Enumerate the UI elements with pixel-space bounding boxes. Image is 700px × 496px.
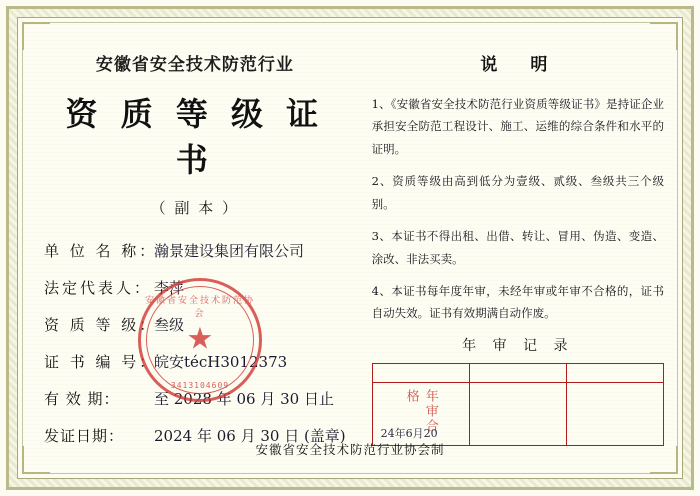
annual-review-cell [469, 382, 566, 445]
field-value-certificate-number: 皖安técH3012373 [154, 353, 288, 371]
field-row-validity [44, 388, 346, 409]
footer-wrap [30, 440, 670, 460]
field-value-company: 瀚景建设集团有限公司 [154, 242, 305, 260]
field-label-company: 单 位 名 称： [44, 242, 158, 260]
certificate-columns [30, 30, 670, 466]
table-row [372, 382, 663, 445]
certificate-fields [44, 240, 346, 446]
field-label-certificate-number: 证 书 编 号： [44, 353, 158, 371]
annual-review-date: 24年6月20 [380, 426, 438, 440]
star-icon: ★ [186, 321, 214, 357]
certificate-title: 资 质 等 级 证 书 [65, 95, 325, 179]
field-label-issue-date: 发证日期： [44, 427, 125, 445]
certificate-right-panel [356, 30, 670, 466]
field-value-legal-representative: 李萍 [154, 279, 185, 297]
table-header-cell [566, 363, 663, 382]
field-value-qualification-level: 叁级 [154, 316, 185, 334]
official-seal-top-text: 安徽省安全技术防范协会 [144, 296, 255, 319]
field-row-legal-representative [44, 277, 346, 298]
table-header-row [372, 363, 663, 382]
field-row-certificate-number [44, 351, 346, 372]
certificate-content [30, 30, 670, 466]
notes-title: 说 明 [480, 55, 556, 75]
annual-review-table [372, 363, 664, 446]
field-row-company [44, 240, 346, 261]
note-item: 1、《安徽省安全技术防范行业资质等级证书》是持证企业承担安全防范工程设计、施工、运维的综合条件和水平的证明。 [371, 97, 664, 156]
certificate-left-panel [30, 30, 356, 466]
annual-review-cell [372, 382, 469, 445]
notes-list [372, 93, 664, 325]
note-item: 4、本证书每年度年审，未经年审或年审不合格的，证书自动失效。证书有效期满自动作废。 [371, 283, 664, 321]
field-label-validity: 有 效 期： [44, 390, 120, 408]
issuing-association-footer: 安徽省安全技术防范行业协会制 [255, 442, 445, 457]
annual-review-title: 年 审 记 录 [462, 337, 574, 354]
issuing-organization: 安徽省安全技术防范行业 [95, 55, 294, 75]
official-seal-code: 3413104609 [170, 381, 230, 390]
certificate-subtitle: （ 副 本 ） [150, 199, 239, 217]
annual-review-stamp-text: 年审合格 [403, 388, 438, 434]
annual-review-cell [566, 382, 663, 445]
field-label-qualification-level: 资 质 等 级： [44, 316, 158, 334]
field-label-legal-representative: 法定代表人： [44, 279, 153, 297]
field-value-validity: 至 2028 年 06 月 30 日止 [154, 390, 334, 408]
field-value-issue-date: 2024 年 06 月 30 日 (盖章) [154, 427, 346, 445]
table-header-cell [372, 363, 469, 382]
note-item: 2、资质等级由高到低分为壹级、贰级、叁级共三个级别。 [371, 174, 664, 211]
table-header-cell [469, 363, 566, 382]
field-row-qualification-level [44, 314, 346, 335]
note-item: 3、本证书不得出租、出借、转让、冒用、伪造、变造、涂改、非法买卖。 [371, 229, 664, 266]
